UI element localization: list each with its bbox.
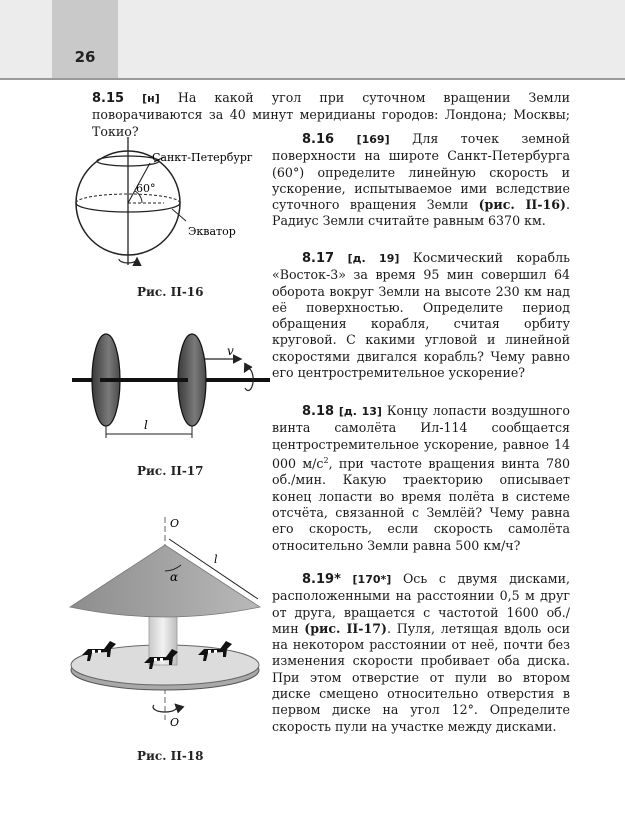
page-number-tab xyxy=(52,0,118,78)
figure-reference: (рис. II-16) xyxy=(478,197,566,213)
problem-text: Космический корабль «Восток-3» за время 95 мин совершил 64 оборота вокруг Земли на высоте 230 км над её поверхностью. Определите период обращения корабля, считая орбиту круговой. С какими угловой и линейной скоростями двигался корабль? Чему равно его центростремительное ускорение? xyxy=(272,250,570,381)
problem-text: Для точек земной поверхности на широте Санкт-Петербурга (60°) определите линейную скорость и ускорение, испытываемое ими вследствие суточного вращения Земли xyxy=(272,131,570,213)
equator-label: Экватор xyxy=(188,225,236,238)
problem-number: 8.18 xyxy=(302,404,335,419)
city-label: Санкт-Петербург xyxy=(152,151,253,164)
problem-text: , при частоте вращения винта 780 об./мин. Какую траекторию описывает конец лопасти во время полёта в системе отсчёта, связанной с Землёй? Чему равна его скорость, если скорость самолёта относительно Земли равна 500 км/ч? xyxy=(272,456,570,553)
problem-ref: [169] xyxy=(356,133,390,146)
problem-text: Концу лопасти воздушного винта самолёта Ил-114 сообщается центростремительное ускорение, равное 14 000 м/с xyxy=(272,403,570,472)
problem-number: 8.16 xyxy=(302,132,335,147)
problem-8-18 xyxy=(272,403,570,554)
problem-number: 8.15 xyxy=(92,91,125,106)
axis-label-bottom: O xyxy=(170,716,180,729)
problem-text: На какой угол при суточном вращении Земли поворачиваются за 40 минут меридианы городов: Лондона; Москвы; Токио? xyxy=(92,90,570,139)
figure-caption: Рис. II-18 xyxy=(137,749,204,763)
page-number: 26 xyxy=(74,48,96,66)
problem-8-16 xyxy=(272,131,570,230)
problem-ref: [н] xyxy=(142,92,160,105)
problem-8-17 xyxy=(272,250,570,381)
problem-number: 8.19* xyxy=(302,572,341,587)
superscript: 2 xyxy=(323,455,329,465)
angle-label: α xyxy=(170,570,179,584)
problem-number: 8.17 xyxy=(302,251,335,266)
problem-8-19 xyxy=(272,571,570,735)
figure-disks xyxy=(60,328,270,443)
edge-length-label: l xyxy=(214,553,218,566)
problem-ref: [д. 13] xyxy=(338,405,382,418)
problem-text: . Радиус Земли считайте равным 6370 км. xyxy=(272,197,570,229)
figure-caption: Рис. II-17 xyxy=(137,464,204,478)
figure-caption: Рис. II-16 xyxy=(137,285,204,299)
problem-text: . Пуля, летящая вдоль оси на некотором расстоянии от неё, почти без изменения скорости пробивает оба диска. При этом отверстие от пули во втором диске смещено относительно отверстия в первом диске на угол 12°. Определите скорость пули на участке между дисками. xyxy=(272,620,570,734)
header-divider xyxy=(0,78,625,80)
figure-carousel xyxy=(62,515,272,730)
figure-earth xyxy=(60,135,270,270)
distance-label: l xyxy=(144,418,148,432)
angle-label: 60° xyxy=(136,182,156,195)
figure-reference: (рис. II-17) xyxy=(304,620,388,636)
problem-text: Ось с двумя дисками, расположенными на расстоянии 0,5 м друг от друга, вращается с частотой 1600 об./мин xyxy=(272,571,570,636)
velocity-label: v xyxy=(227,344,234,358)
axis-label-top: O xyxy=(170,517,180,530)
problem-ref: [170*] xyxy=(352,573,392,586)
problem-ref: [д. 19] xyxy=(347,252,400,265)
